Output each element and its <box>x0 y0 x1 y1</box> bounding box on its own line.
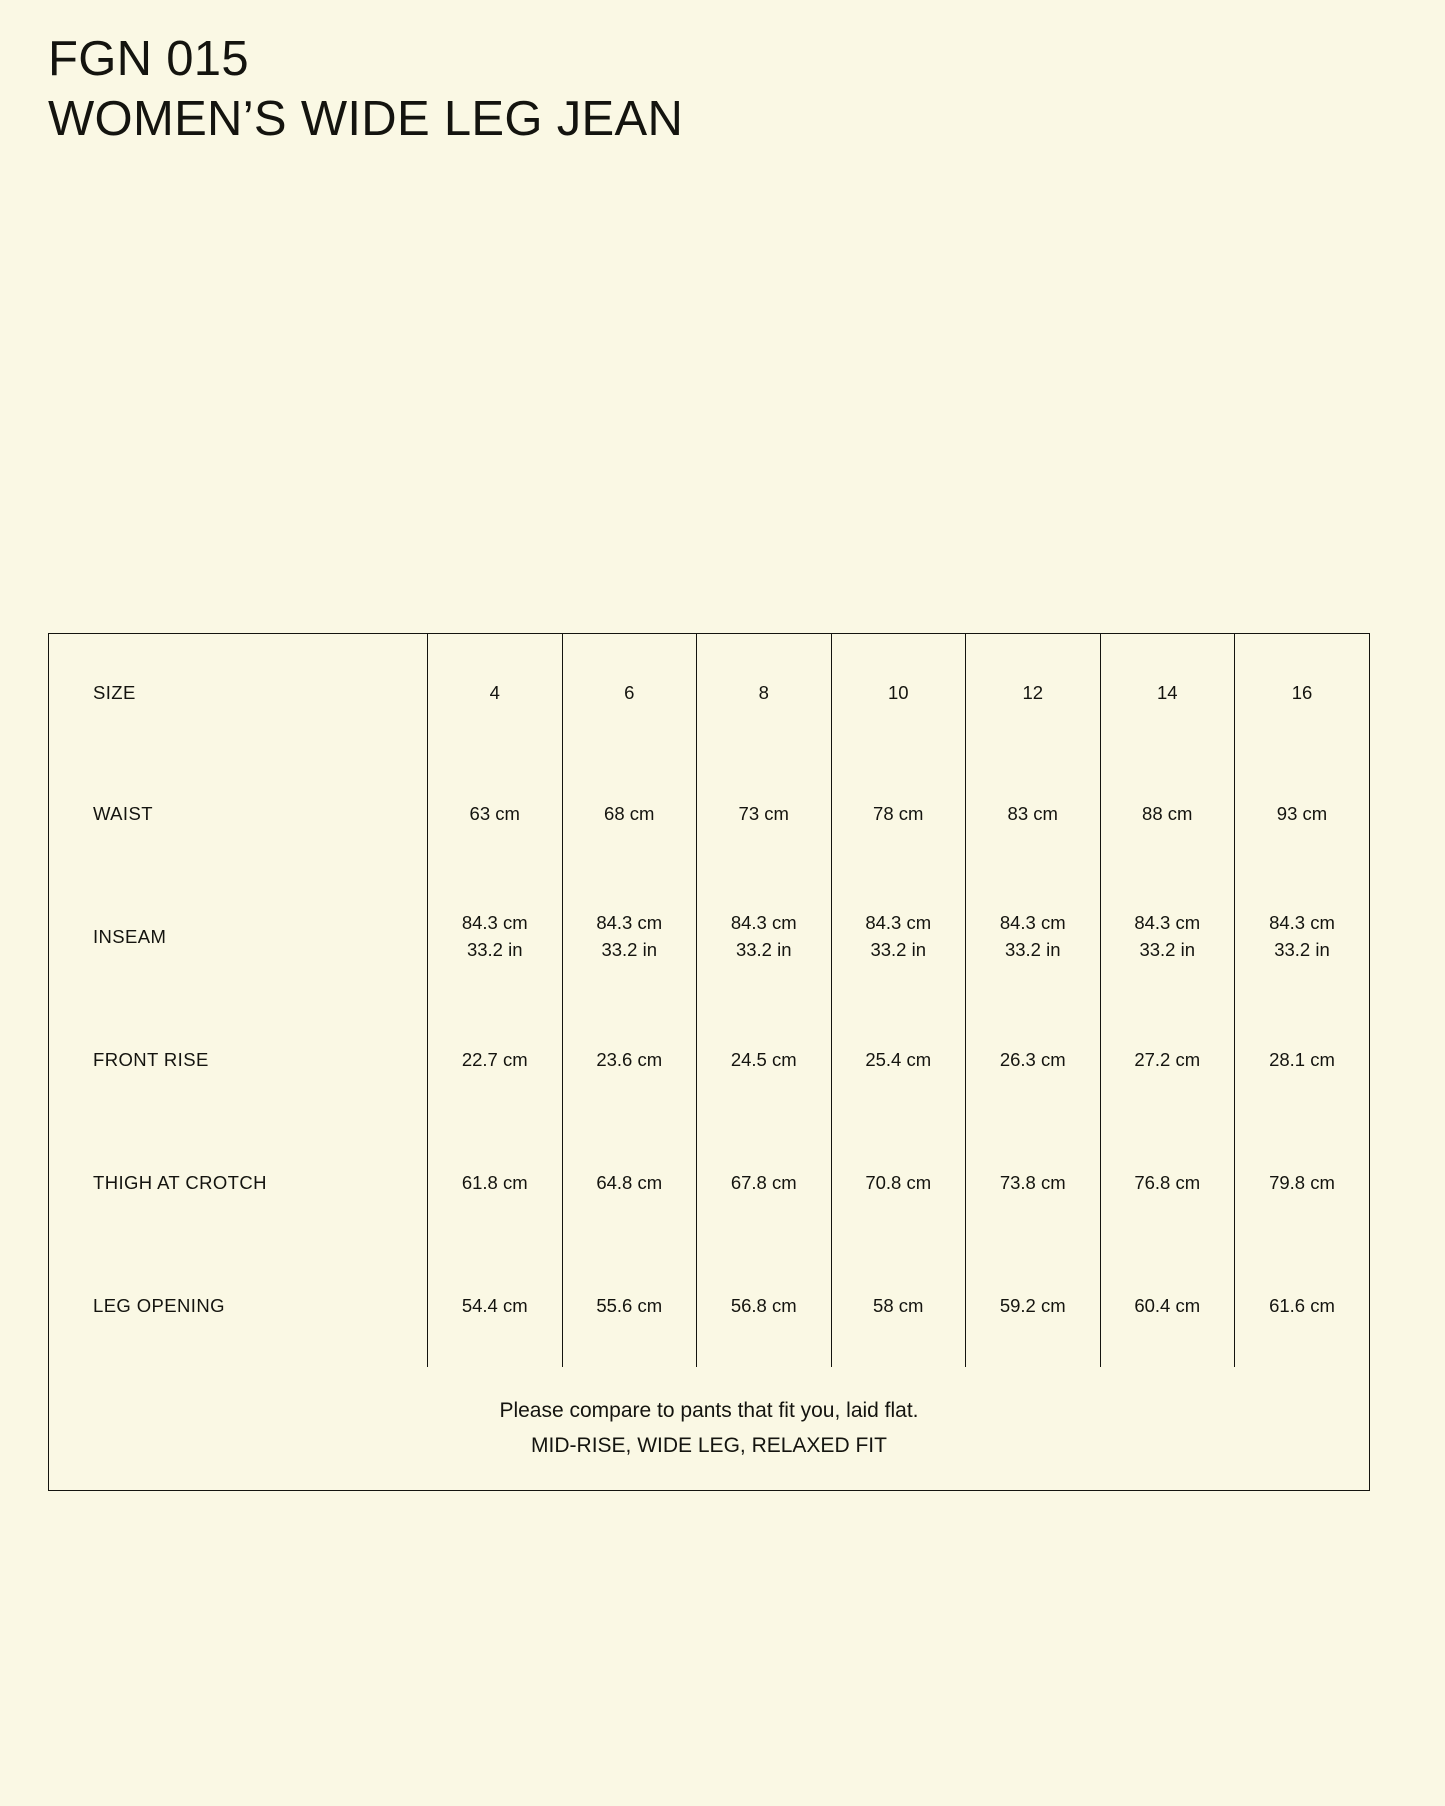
size-cell-4: 12 <box>966 634 1101 752</box>
front-rise-cell-1: 23.6 cm <box>562 998 697 1121</box>
row-label-size: SIZE <box>93 682 136 703</box>
waist-cell-4: 83 cm <box>966 752 1101 875</box>
row-label-waist: WAIST <box>93 802 153 824</box>
front-rise-cell-6: 28.1 cm <box>1235 998 1370 1121</box>
size-cell-6: 16 <box>1235 634 1370 752</box>
inseam-cell-0 <box>428 875 563 998</box>
front-rise-cell-2: 24.5 cm <box>697 998 832 1121</box>
front-rise-cell-4: 26.3 cm <box>966 998 1101 1121</box>
waist-cell-0: 63 cm <box>428 752 563 875</box>
inseam-cm-2: 84.3 cm <box>730 911 797 933</box>
leg-opening-cell-5: 60.4 cm <box>1100 1244 1235 1367</box>
fit-note-line-1: Please compare to pants that fit you, laid flat. <box>499 1399 919 1423</box>
leg-opening-cell-3: 58 cm <box>831 1244 966 1367</box>
inseam-in-0: 33.2 in <box>466 938 523 960</box>
leg-opening-cell-2: 56.8 cm <box>697 1244 832 1367</box>
inseam-cm-1: 84.3 cm <box>596 911 663 933</box>
note-cell <box>49 1367 1369 1490</box>
inseam-cell-5 <box>1100 875 1235 998</box>
inseam-cm-0: 84.3 cm <box>461 911 528 933</box>
inseam-in-2: 33.2 in <box>735 938 792 960</box>
table-row-front-rise <box>49 998 1369 1121</box>
product-code: FGN 015 <box>48 32 249 86</box>
inseam-in-1: 33.2 in <box>601 938 658 960</box>
waist-cell-2: 73 cm <box>697 752 832 875</box>
table-row-leg-opening <box>49 1244 1369 1367</box>
inseam-cm-6: 84.3 cm <box>1269 911 1335 933</box>
leg-opening-cell-0: 54.4 cm <box>428 1244 563 1367</box>
front-rise-cell-0: 22.7 cm <box>428 998 563 1121</box>
waist-cell-1: 68 cm <box>562 752 697 875</box>
size-cell-3: 10 <box>831 634 966 752</box>
row-label-inseam: INSEAM <box>93 925 167 947</box>
waist-cell-3: 78 cm <box>831 752 966 875</box>
front-rise-cell-3: 25.4 cm <box>831 998 966 1121</box>
inseam-cell-4 <box>966 875 1101 998</box>
thigh-cell-6: 79.8 cm <box>1235 1121 1370 1244</box>
inseam-cell-3 <box>831 875 966 998</box>
inseam-cm-5: 84.3 cm <box>1134 911 1201 933</box>
leg-opening-cell-1: 55.6 cm <box>562 1244 697 1367</box>
size-cell-5: 14 <box>1100 634 1235 752</box>
leg-opening-cell-6: 61.6 cm <box>1235 1244 1370 1367</box>
inseam-in-5: 33.2 in <box>1139 938 1196 960</box>
size-cell-2: 8 <box>697 634 832 752</box>
page-title: WOMEN’S WIDE LEG JEAN <box>48 91 684 146</box>
page-header <box>48 30 683 150</box>
inseam-in-4: 33.2 in <box>1004 938 1061 960</box>
thigh-cell-3: 70.8 cm <box>831 1121 966 1244</box>
fit-note <box>49 1394 1369 1462</box>
inseam-in-3: 33.2 in <box>870 938 927 960</box>
thigh-cell-4: 73.8 cm <box>966 1121 1101 1244</box>
front-rise-cell-5: 27.2 cm <box>1100 998 1235 1121</box>
inseam-cell-6 <box>1235 875 1370 998</box>
row-label-leg-opening: LEG OPENING <box>93 1294 225 1316</box>
table-row-waist <box>49 752 1369 875</box>
fit-note-line-2: MID-RISE, WIDE LEG, RELAXED FIT <box>531 1433 887 1457</box>
thigh-cell-1: 64.8 cm <box>562 1121 697 1244</box>
row-label-front-rise: FRONT RISE <box>93 1048 209 1070</box>
row-label-thigh: THIGH AT CROTCH <box>93 1171 267 1193</box>
inseam-cm-3: 84.3 cm <box>865 911 932 933</box>
thigh-cell-0: 61.8 cm <box>428 1121 563 1244</box>
inseam-in-6: 33.2 in <box>1274 938 1330 960</box>
inseam-cm-4: 84.3 cm <box>999 911 1066 933</box>
measurements-table <box>49 634 1369 1490</box>
waist-cell-6: 93 cm <box>1235 752 1370 875</box>
size-cell-1: 6 <box>562 634 697 752</box>
size-cell-0: 4 <box>428 634 563 752</box>
table-row-inseam <box>49 875 1369 998</box>
table-row-thigh <box>49 1121 1369 1244</box>
leg-opening-cell-4: 59.2 cm <box>966 1244 1101 1367</box>
inseam-cell-2 <box>697 875 832 998</box>
waist-cell-5: 88 cm <box>1100 752 1235 875</box>
table-row-note <box>49 1367 1369 1490</box>
thigh-cell-2: 67.8 cm <box>697 1121 832 1244</box>
thigh-cell-5: 76.8 cm <box>1100 1121 1235 1244</box>
table-row-size <box>49 634 1369 752</box>
measurements-table-container <box>48 633 1370 1491</box>
inseam-cell-1 <box>562 875 697 998</box>
